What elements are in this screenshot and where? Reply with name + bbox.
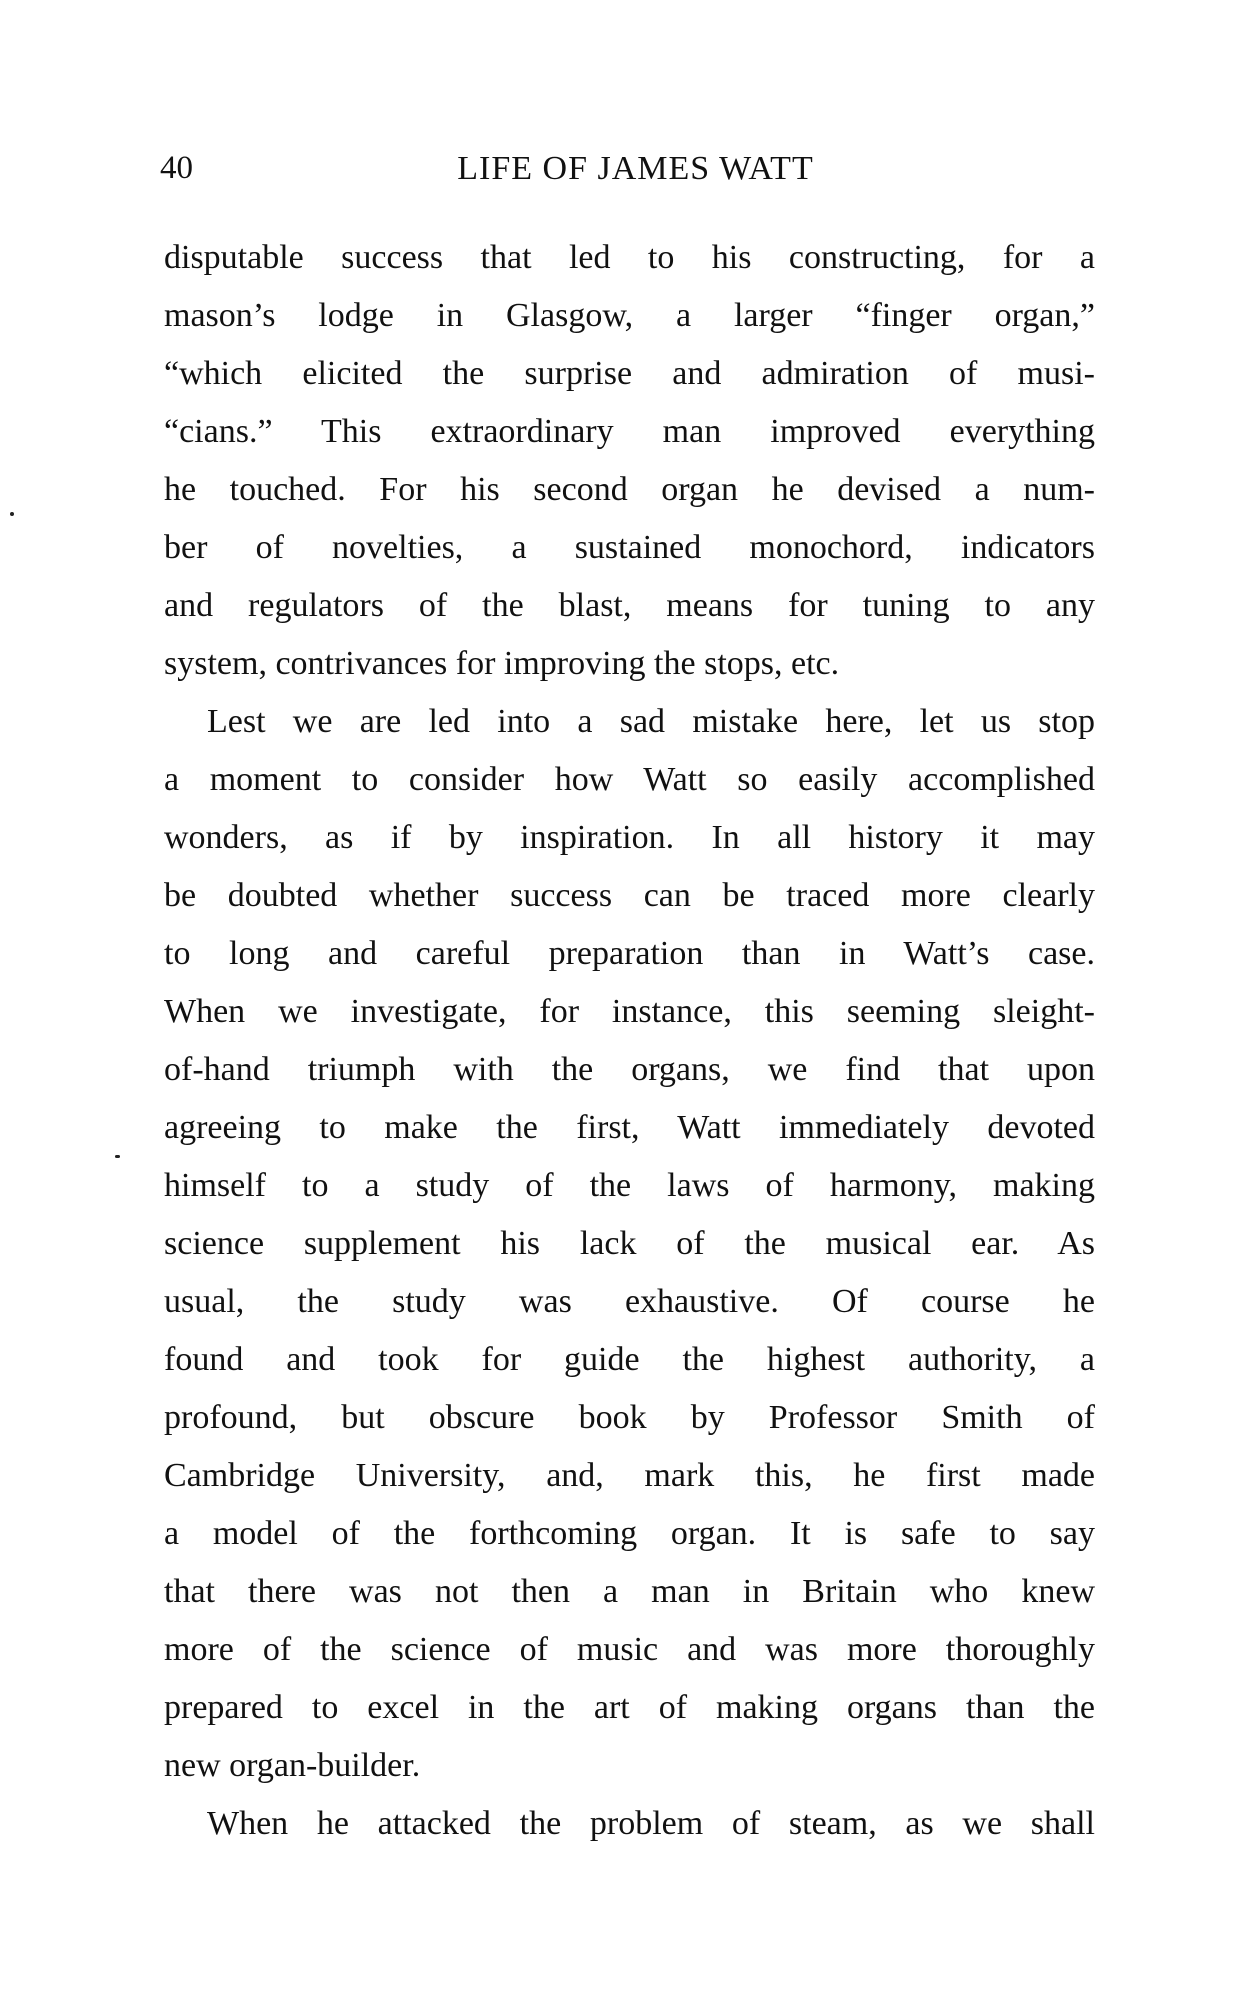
text-line: of-hand triumph with the organs, we find that upon bbox=[164, 1051, 1095, 1088]
text-line: disputable success that led to his constructing, for a bbox=[164, 239, 1095, 276]
text-line: Cambridge University, and, mark this, he first made bbox=[164, 1457, 1095, 1494]
paragraph bbox=[164, 1795, 1095, 1853]
text-line: a model of the forthcoming organ. It is safe to say bbox=[164, 1515, 1095, 1552]
text-line: “which elicited the surprise and admiration of musi- bbox=[164, 355, 1095, 392]
text-line: and regulators of the blast, means for tuning to any bbox=[164, 587, 1095, 624]
stray-mark bbox=[10, 512, 14, 516]
text-line: mason’s lodge in Glasgow, a larger “finger organ,” bbox=[164, 297, 1095, 334]
text-line: a moment to consider how Watt so easily accomplished bbox=[164, 761, 1095, 798]
text-line: more of the science of music and was more thoroughly bbox=[164, 1631, 1095, 1668]
body-text bbox=[164, 229, 1095, 1853]
text-line: to long and careful preparation than in Watt’s case. bbox=[164, 935, 1095, 972]
text-line: be doubted whether success can be traced more clearly bbox=[164, 877, 1095, 914]
paragraph bbox=[164, 229, 1095, 693]
text-line: himself to a study of the laws of harmony, making bbox=[164, 1167, 1095, 1204]
text-line: he touched. For his second organ he devised a num- bbox=[164, 471, 1095, 508]
text-line: When he attacked the problem of steam, as we shall bbox=[207, 1805, 1095, 1842]
stray-mark bbox=[115, 1155, 120, 1158]
running-title: LIFE OF JAMES WATT bbox=[457, 150, 814, 187]
text-line: that there was not then a man in Britain who knew bbox=[164, 1573, 1095, 1610]
text-line: “cians.” This extraordinary man improved everything bbox=[164, 413, 1095, 450]
page-number: 40 bbox=[160, 150, 193, 186]
text-line: new organ-builder. bbox=[164, 1747, 421, 1784]
text-line: science supplement his lack of the musical ear. As bbox=[164, 1225, 1095, 1262]
text-line: found and took for guide the highest authority, a bbox=[164, 1341, 1095, 1378]
text-line: usual, the study was exhaustive. Of course he bbox=[164, 1283, 1095, 1320]
text-line: ber of novelties, a sustained monochord, indicators bbox=[164, 529, 1095, 566]
text-line: agreeing to make the first, Watt immediately devoted bbox=[164, 1109, 1095, 1146]
text-line: When we investigate, for instance, this seeming sleight- bbox=[164, 993, 1095, 1030]
text-line: profound, but obscure book by Professor Smith of bbox=[164, 1399, 1095, 1436]
text-line: prepared to excel in the art of making organs than the bbox=[164, 1689, 1095, 1726]
text-line: system, contrivances for improving the stops, etc. bbox=[164, 645, 840, 682]
text-line: Lest we are led into a sad mistake here, let us stop bbox=[207, 703, 1095, 740]
paragraph bbox=[164, 693, 1095, 1795]
text-line: wonders, as if by inspiration. In all history it may bbox=[164, 819, 1095, 856]
